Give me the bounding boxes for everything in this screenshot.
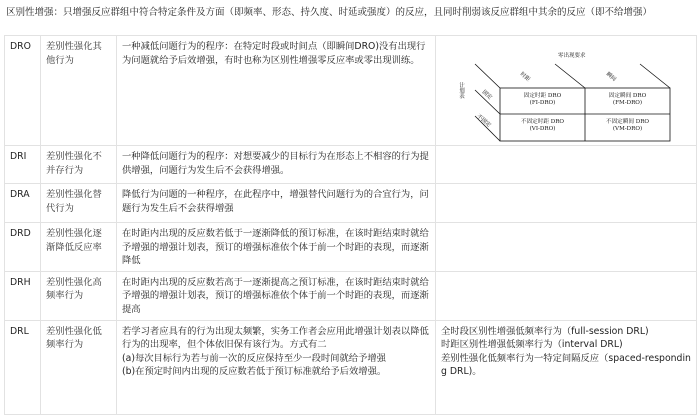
table-row bbox=[5, 146, 697, 184]
desc-line: 降低行为问题的一种程序，在此程序中，增强替代问题行为的合宜行为，问题行为发生后不会获得增强 bbox=[122, 189, 429, 214]
desc-cell bbox=[117, 271, 436, 320]
table-row bbox=[5, 36, 697, 146]
note-line: 差别性强化低频率行为一特定间隔反应（spaced-responding DRL)。 bbox=[441, 352, 691, 378]
table-row bbox=[5, 271, 697, 320]
abbr-cell: DRD bbox=[5, 223, 41, 272]
note-cell bbox=[436, 223, 697, 272]
diagram-cell-fi-dro: 固定时距 DRO (FI-DRO) bbox=[523, 93, 562, 106]
note-cell bbox=[436, 320, 697, 414]
table-row bbox=[5, 184, 697, 223]
diagram-col-header-momentary: 瞬间 bbox=[604, 71, 617, 83]
desc-line: 在时距内出现的反应数若高于一逐渐提高之预订标准，在该时距结束时就给予增强的增强计划表，预订的增强标准依个体于前一个时距的表现，而逐渐提高 bbox=[122, 276, 429, 315]
table-row bbox=[5, 223, 697, 272]
diagram-row-header-fixed: 固定 bbox=[480, 89, 493, 101]
name-cell: 差别性强化替代行为 bbox=[41, 184, 117, 223]
diagram-cell-fm-dro: 固定瞬间 DRO (FM-DRO) bbox=[608, 93, 647, 106]
name-cell: 差别性强化低频率行为 bbox=[41, 320, 117, 414]
note-cell bbox=[436, 184, 697, 223]
note-cell bbox=[436, 146, 697, 184]
abbr-cell: DRA bbox=[5, 184, 41, 223]
desc-line: 一种减低问题行为的程序：在特定时段或时间点（即瞬间DRO)没有出现行为问题就给予后效增强，有时也称为区别性增强零反应率或零出现训练。 bbox=[122, 41, 426, 66]
abbr-cell: DRI bbox=[5, 146, 41, 184]
desc-cell bbox=[117, 146, 436, 184]
table-row bbox=[5, 320, 697, 414]
desc-line: 在时距内出现的反应数若低于一逐渐降低的预订标准，在该时距结束时就给予增强的增强计划表，预订的增强标准依个体于前一个时距的表现，而逐渐降低 bbox=[122, 228, 429, 267]
page-heading: 区别性增强：只增强反应群组中符合特定条件及方面（即频率、形态、持久度、时延或强度）的反应，且同时削弱该反应群组中其余的反应（即不给增强） bbox=[6, 7, 653, 18]
note-line: 全时段区别性增强低频率行为（full-session DRL) bbox=[441, 325, 649, 337]
note-cell bbox=[436, 271, 697, 320]
name-cell: 差别性强化其他行为 bbox=[41, 36, 117, 146]
diagram-top-label: 零出现要求 bbox=[558, 53, 586, 59]
diagram-col-header-interval: 时距 bbox=[518, 71, 531, 83]
desc-line: 若学习者应具有的行为出现太频繁，实务工作者会应用此增强计划表以降低行为的出现率，但个体依旧保有该行为。方式有二 bbox=[122, 325, 429, 351]
name-cell: 差别性强化高频率行为 bbox=[41, 271, 117, 320]
name-cell: 差别性强化不并存行为 bbox=[41, 146, 117, 184]
dr-procedures-table bbox=[4, 35, 697, 415]
desc-line: (a)每次目标行为若与前一次的反应保持至少一段时间就给予增强 bbox=[122, 352, 386, 364]
diagram-side-label: 计划表 bbox=[458, 82, 464, 99]
desc-cell bbox=[117, 36, 436, 146]
desc-cell bbox=[117, 184, 436, 223]
desc-line: 一种降低问题行为的程序：对想要减少的目标行为在形态上不相容的行为提供增强，问题行为发生后不会获得增强。 bbox=[122, 151, 429, 176]
desc-cell bbox=[117, 320, 436, 414]
diagram-row-header-variable: 不固定 bbox=[475, 113, 492, 129]
abbr-cell: DRH bbox=[5, 271, 41, 320]
dro-schedule-diagram bbox=[445, 42, 695, 142]
note-line: 时距区别性增强低频率行为（interval DRL) bbox=[441, 339, 623, 351]
desc-line: (b)在预定时间内出现的反应数若低于预订标准就给予后效增强。 bbox=[122, 366, 387, 378]
diagram-cell-vm-dro: 不固定瞬间 DRO (VM-DRO) bbox=[605, 119, 650, 132]
diagram-cell-vi-dro: 不固定时距 DRO (VI-DRO) bbox=[520, 119, 565, 132]
name-cell: 差别性强化逐渐降低反应率 bbox=[41, 223, 117, 272]
abbr-cell: DRL bbox=[5, 320, 41, 414]
desc-cell bbox=[117, 223, 436, 272]
note-cell bbox=[436, 36, 697, 146]
abbr-cell: DRO bbox=[5, 36, 41, 146]
